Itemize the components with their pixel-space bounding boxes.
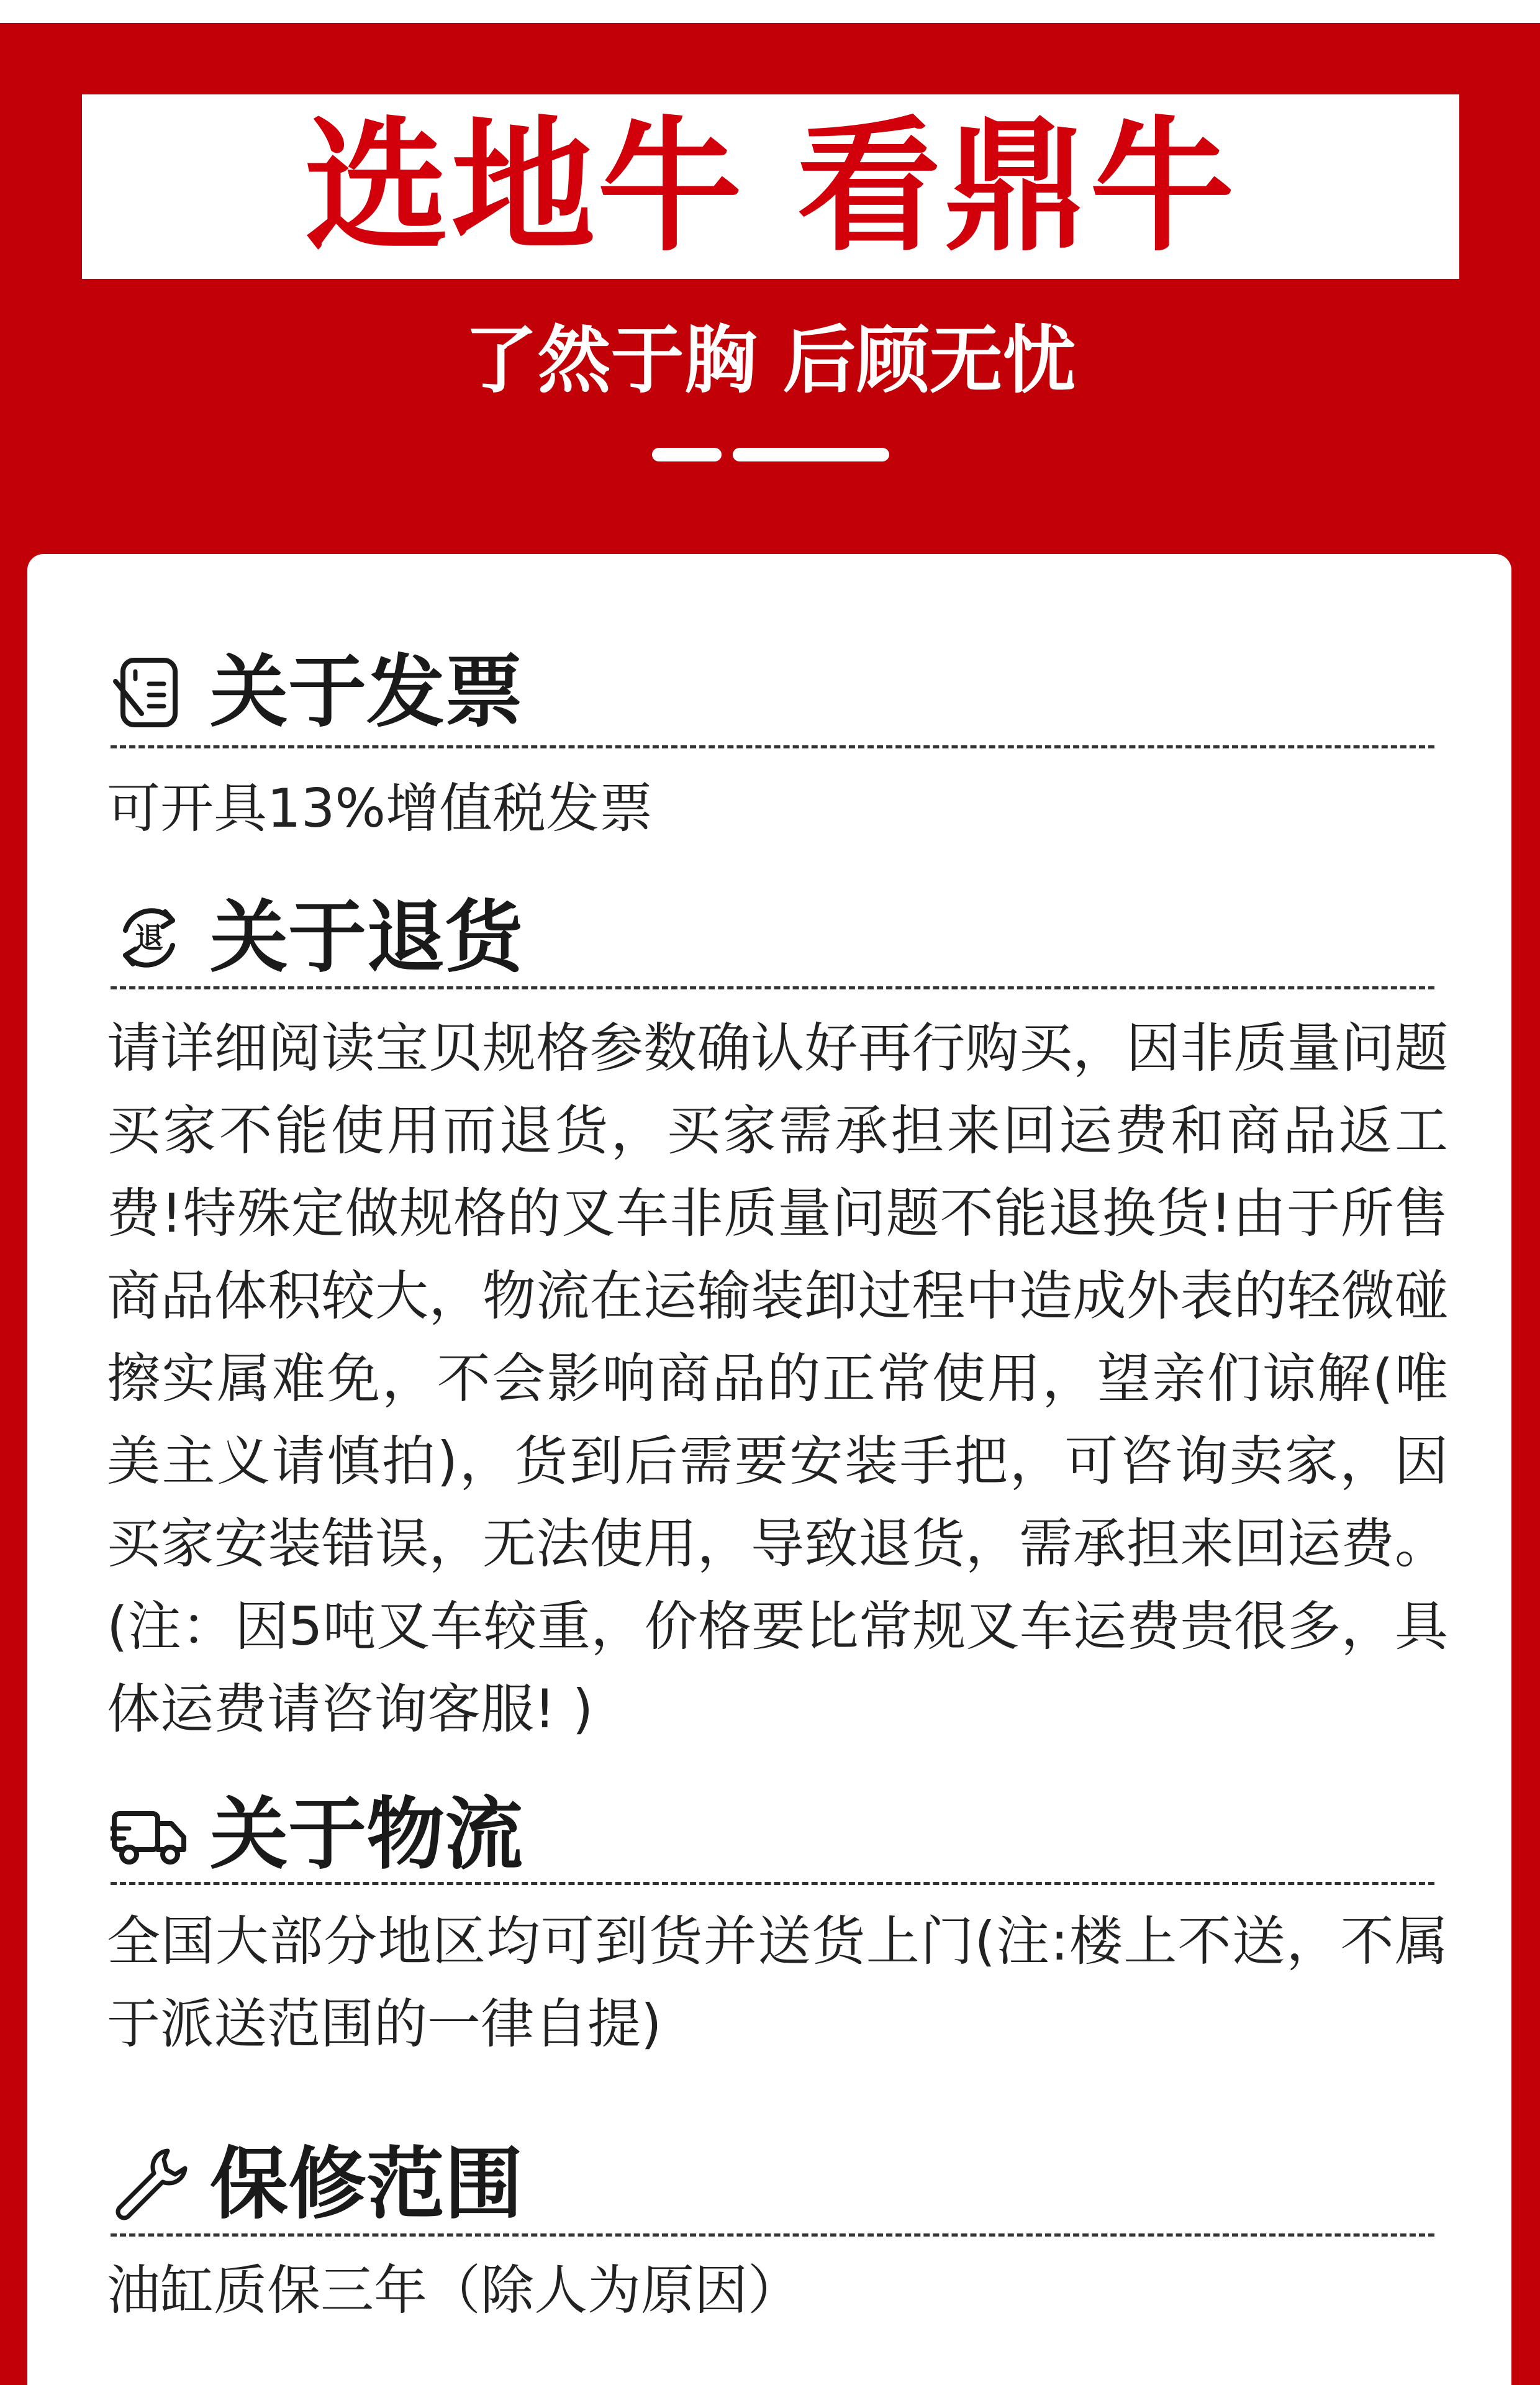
section-title: 保修范围 bbox=[210, 2138, 523, 2230]
invoice-icon bbox=[111, 654, 188, 731]
section-body-warranty: 油缸质保三年（除人为原因） bbox=[107, 2260, 801, 2322]
section-body-logistics: 全国大部分地区均可到货并送货上门(注:楼上不送，不属于派送范围的一律自提) bbox=[107, 1910, 1448, 2055]
section-body-invoice: 可开具13%增值税发票 bbox=[107, 778, 653, 840]
section-header-logistics bbox=[111, 1789, 1434, 1880]
section-header-returns bbox=[111, 892, 1434, 983]
banner-title: 选地牛 看鼎牛 bbox=[304, 102, 1237, 271]
section-header-warranty bbox=[111, 2138, 1434, 2230]
wrench-icon bbox=[111, 2146, 188, 2223]
section-title: 关于退货 bbox=[210, 892, 523, 983]
section-divider bbox=[111, 1882, 1434, 1885]
section-body-returns: 请详细阅读宝贝规格参数确认好再行购买，因非质量问题买家不能使用而退货，买家需承担来回运费和商品返工费!特殊定做规格的叉车非质量问题不能退换货!由于所售商品体积较大，物流在运输装卸过程中造成外表的轻微碰擦实属难免，不会影响商品的正常使用，望亲们谅解(唯美主义请慎拍)，货到后需要安装手把，可咨询卖家，因买家安装错误，无法使用，导致退货，需承担来回运费。(注：因5吨叉车较重，价格要比常规叉车运费贵很多，具体运费请咨询客服! ) bbox=[107, 1017, 1448, 1740]
subtitle: 了然于胸 后顾无忧 bbox=[464, 317, 1076, 403]
section-title: 关于物流 bbox=[210, 1789, 523, 1880]
section-divider bbox=[111, 745, 1434, 748]
section-header-invoice bbox=[111, 647, 1434, 738]
decorative-bar bbox=[733, 448, 889, 461]
svg-text:退: 退 bbox=[135, 921, 163, 955]
section-divider bbox=[111, 986, 1434, 989]
section-title: 关于发票 bbox=[210, 647, 523, 738]
decorative-bar bbox=[652, 448, 722, 461]
return-icon bbox=[111, 899, 188, 976]
banner bbox=[82, 94, 1459, 279]
truck-icon bbox=[111, 1796, 188, 1873]
section-divider bbox=[111, 2233, 1434, 2237]
